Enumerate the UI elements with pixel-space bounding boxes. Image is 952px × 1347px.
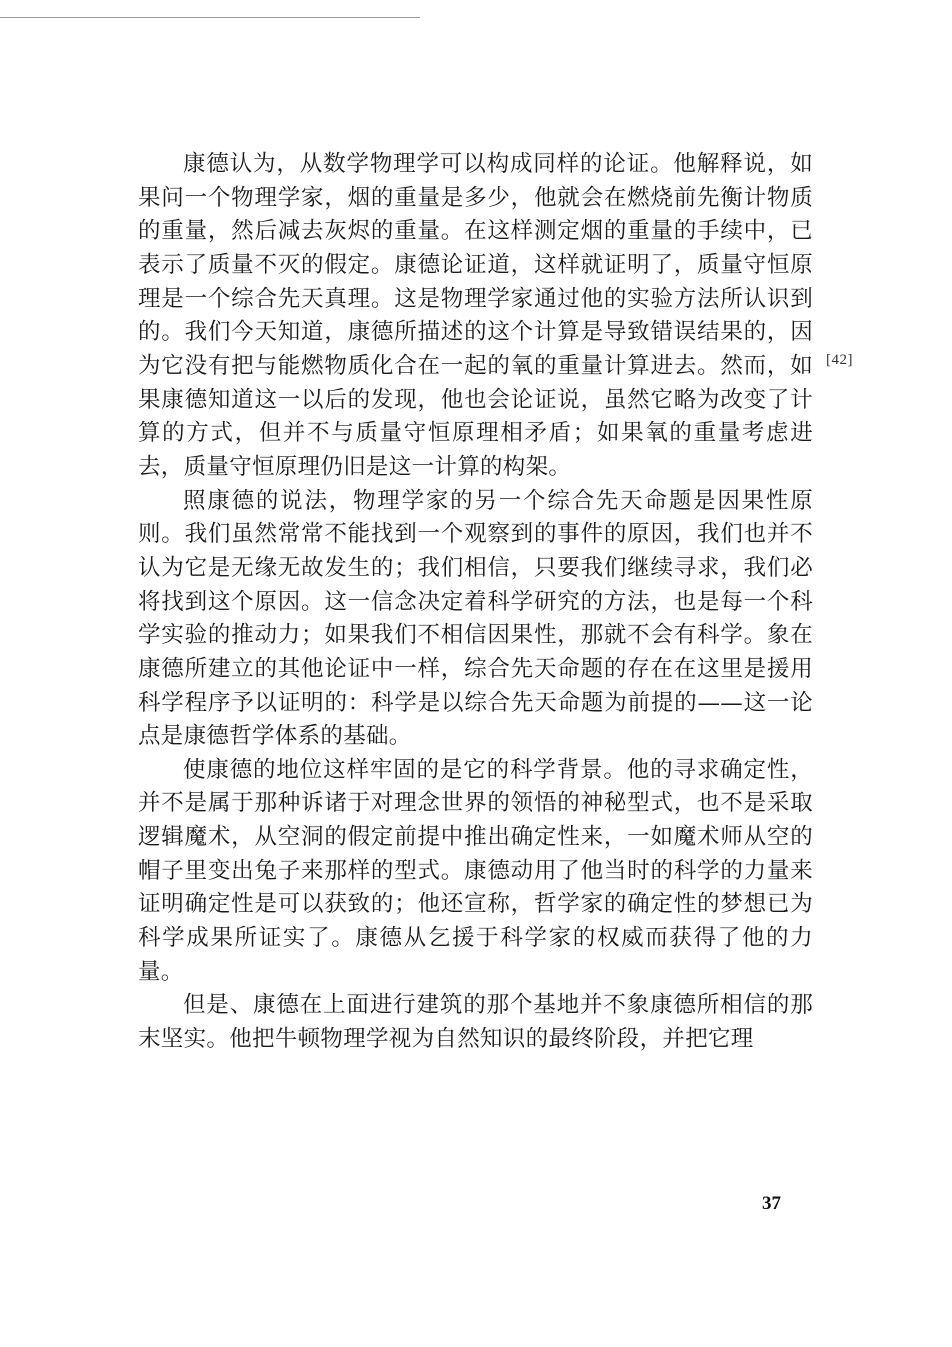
paragraph-1: 康德认为，从数学物理学可以构成同样的论证。他解释说，如果问一个物理学家，烟的重量是多少，他就会在燃烧前先衡计物质的重量，然后减去灰烬的重量。在这样测定烟的重量的手续中，已表示了质量不灭的假定。康德论证道，这样就证明了，质量守恒原理是一个综合先天真理。这是物理学家通过他的实验方法所认识到的。我们今天知道，康德所描述的这个计算是导致错误结果的，因为它没有把与能燃物质化合在一起的氧的重量计算进去。然而，如果康德知道这一以后的发现，他也会论证说，虽然它略为改变了计算的方式，但并不与质量守恒原理相矛盾；如果氧的重量考虑进去，质量守恒原理仍旧是这一计算的构架。 (138, 151, 813, 480)
paragraph-4: 但是、康德在上面进行建筑的那个基地并不象康德所相信的那末坚实。他把牛顿物理学视为自然知识的最终阶段，并把它理 (138, 992, 813, 1053)
margin-page-reference: [42] (826, 352, 853, 368)
page-number: 37 (762, 1193, 781, 1214)
paragraph-2: 照康德的说法，物理学家的另一个综合先天命题是因果性原则。我们虽然常常不能找到一个观察到的事件的原因，我们也并不认为它是无缘无故发生的；我们相信，只要我们继续寻求，我们必将找到这个原因。这一信念决定着科学研究的方法，也是每一个科学实验的推动力；如果我们不相信因果性，那就不会有科学。象在康德所建立的其他论证中一样，综合先天命题的存在在这里是援用科学程序予以证明的：科学是以综合先天命题为前提的——这一论点是康德哲学体系的基础。 (138, 487, 813, 750)
body-text (138, 148, 813, 1057)
paragraph-3: 使康德的地位这样牢固的是它的科学背景。他的寻求确定性，并不是属于那种诉诸于对理念世界的领悟的神秘型式，也不是采取逻辑魔术，从空洞的假定前提中推出确定性来，一如魔术师从空的帽子里变出兔子来那样的型式。康德动用了他当时的科学的力量来证明确定性是可以获致的；他还宣称，哲学家的确定性的梦想已为科学成果所证实了。康德从乞援于科学家的权威而获得了他的力量。 (138, 756, 813, 985)
top-rule (0, 17, 420, 18)
